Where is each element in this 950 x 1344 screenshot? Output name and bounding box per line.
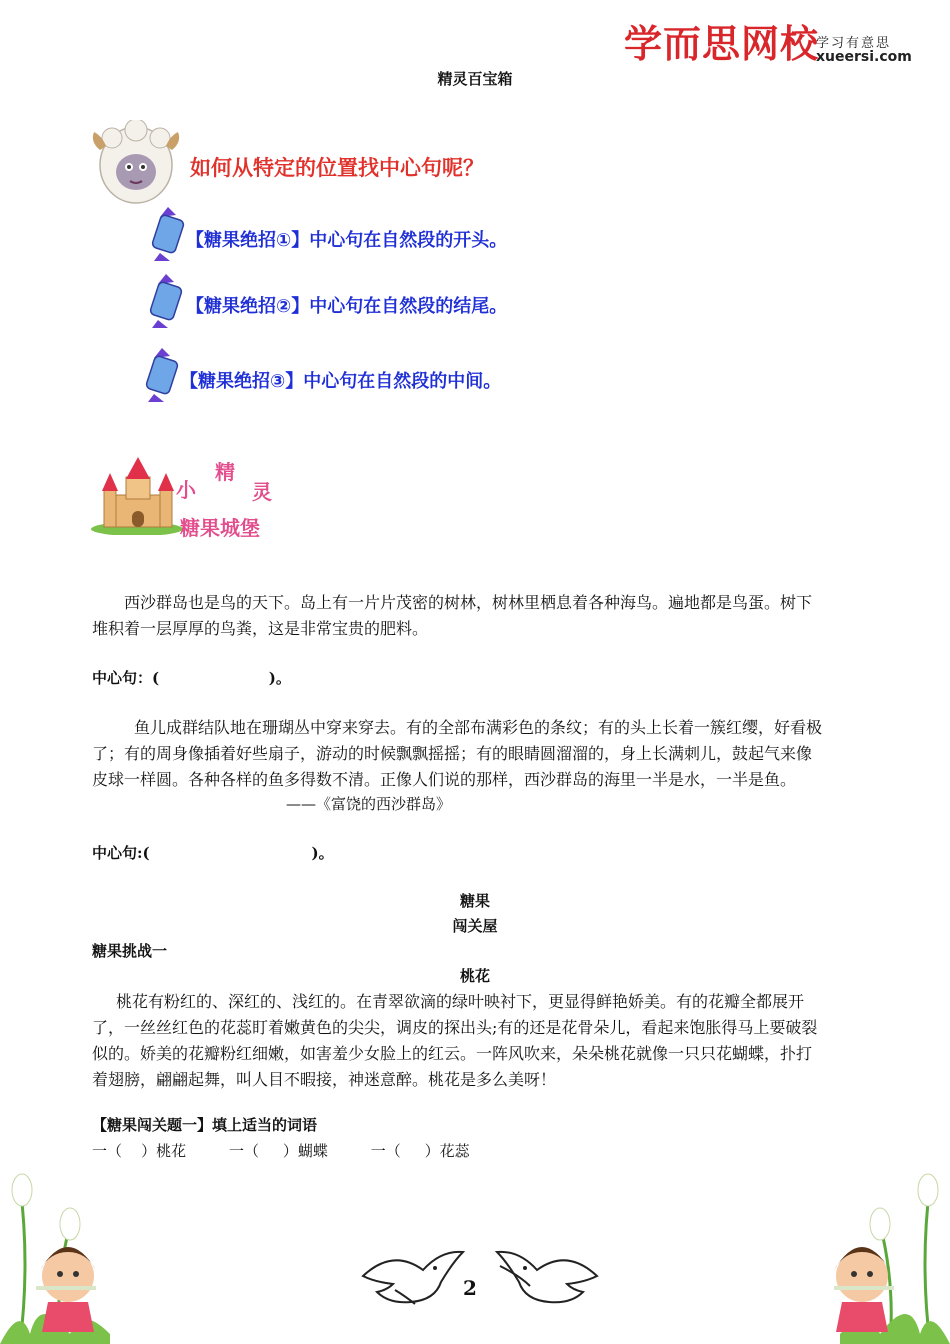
- answer1-blank: 中心句：( )。: [92, 669, 291, 687]
- passage2-line: 了；有的周身像插着好些扇子，游动的时候飘飘摇摇；有的眼睛圆溜溜的，身上长满刺儿，鼓起气来像: [92, 744, 813, 763]
- flower-girl-right-icon: [800, 1170, 950, 1344]
- dove-right-icon: [490, 1246, 605, 1316]
- dove-left-icon: [355, 1246, 470, 1316]
- castle-word-spirit1: 精: [215, 460, 235, 484]
- passage2-line: 皮球一样圆。各种各样的鱼多得数不清。正像人们说的那样，西沙群岛的海里一半是水，一半是鱼。: [92, 770, 797, 789]
- passage3-line: 着翅膀，翩翩起舞，叫人目不暇接，神迷意醉。桃花是多么美呀！: [92, 1070, 557, 1089]
- passage1-line: 堆积着一层厚厚的鸟粪，这是非常宝贵的肥料。: [92, 619, 429, 638]
- section-heading: 糖果: [459, 892, 490, 910]
- passage2-source: ——《富饶的西沙群岛》: [286, 795, 452, 813]
- candy-icon: [150, 205, 186, 263]
- castle-word-spirit2: 灵: [252, 480, 272, 504]
- castle-word-small: 小: [176, 478, 196, 502]
- sheep-mascot-icon: [90, 120, 182, 210]
- flower-girl-left-icon: [0, 1170, 130, 1344]
- castle-icon: [90, 455, 185, 535]
- passage2-line: 鱼儿成群结队地在珊瑚丛中穿来穿去。有的全部布满彩色的条纹；有的头上长着一簇红缨，好看极: [134, 718, 823, 737]
- passage1-line: 西沙群岛也是鸟的天下。岛上有一片片茂密的树林，树林里栖息着各种海鸟。遍地都是鸟蛋。树下: [124, 593, 813, 612]
- brand-logo: 学而思网校: [624, 22, 820, 66]
- exercise-fill-row: 一（ ）桃花 一（ ）蝴蝶 一（ ）花蕊: [92, 1142, 470, 1160]
- passage3-line: 似的。娇美的花瓣粉红细嫩，如害羞少女脸上的红云。一阵风吹来，朵朵桃花就像一只只花蝴蝶，扑打: [92, 1044, 813, 1063]
- tip-item: 【糖果绝招②】中心句在自然段的结尾。: [186, 296, 508, 317]
- candy-icon: [144, 346, 180, 404]
- tips-question: 如何从特定的位置找中心句呢？: [190, 156, 484, 180]
- tip-item: 【糖果绝招①】中心句在自然段的开头。: [186, 230, 508, 251]
- poem-title: 桃花: [459, 967, 490, 985]
- section-heading: 闯关屋: [452, 917, 498, 935]
- castle-subtitle: 糖果城堡: [180, 516, 260, 540]
- passage3-line: 了，一丝丝红色的花蕊盯着嫩黄色的尖尖，调皮的探出头;有的还是花骨朵儿，看起来饱胀得马上要破裂: [92, 1018, 818, 1037]
- passage3-line: 桃花有粉红的、深红的、浅红的。在青翠欲滴的绿叶映衬下，更显得鲜艳娇美。有的花瓣全都展开: [116, 992, 805, 1011]
- brand-slogan: 学习有意思: [816, 36, 892, 51]
- page-title: 精灵百宝箱: [437, 70, 513, 88]
- brand-url: xueersi.com: [816, 49, 912, 65]
- candy-icon: [148, 272, 184, 330]
- tip-item: 【糖果绝招③】中心句在自然段的中间。: [180, 371, 502, 392]
- answer2-blank: 中心句:( )。: [92, 844, 334, 862]
- challenge-label: 糖果挑战一: [92, 942, 168, 960]
- exercise-title: 【糖果闯关题一】填上适当的词语: [92, 1116, 318, 1134]
- page-number: 2: [463, 1276, 477, 1300]
